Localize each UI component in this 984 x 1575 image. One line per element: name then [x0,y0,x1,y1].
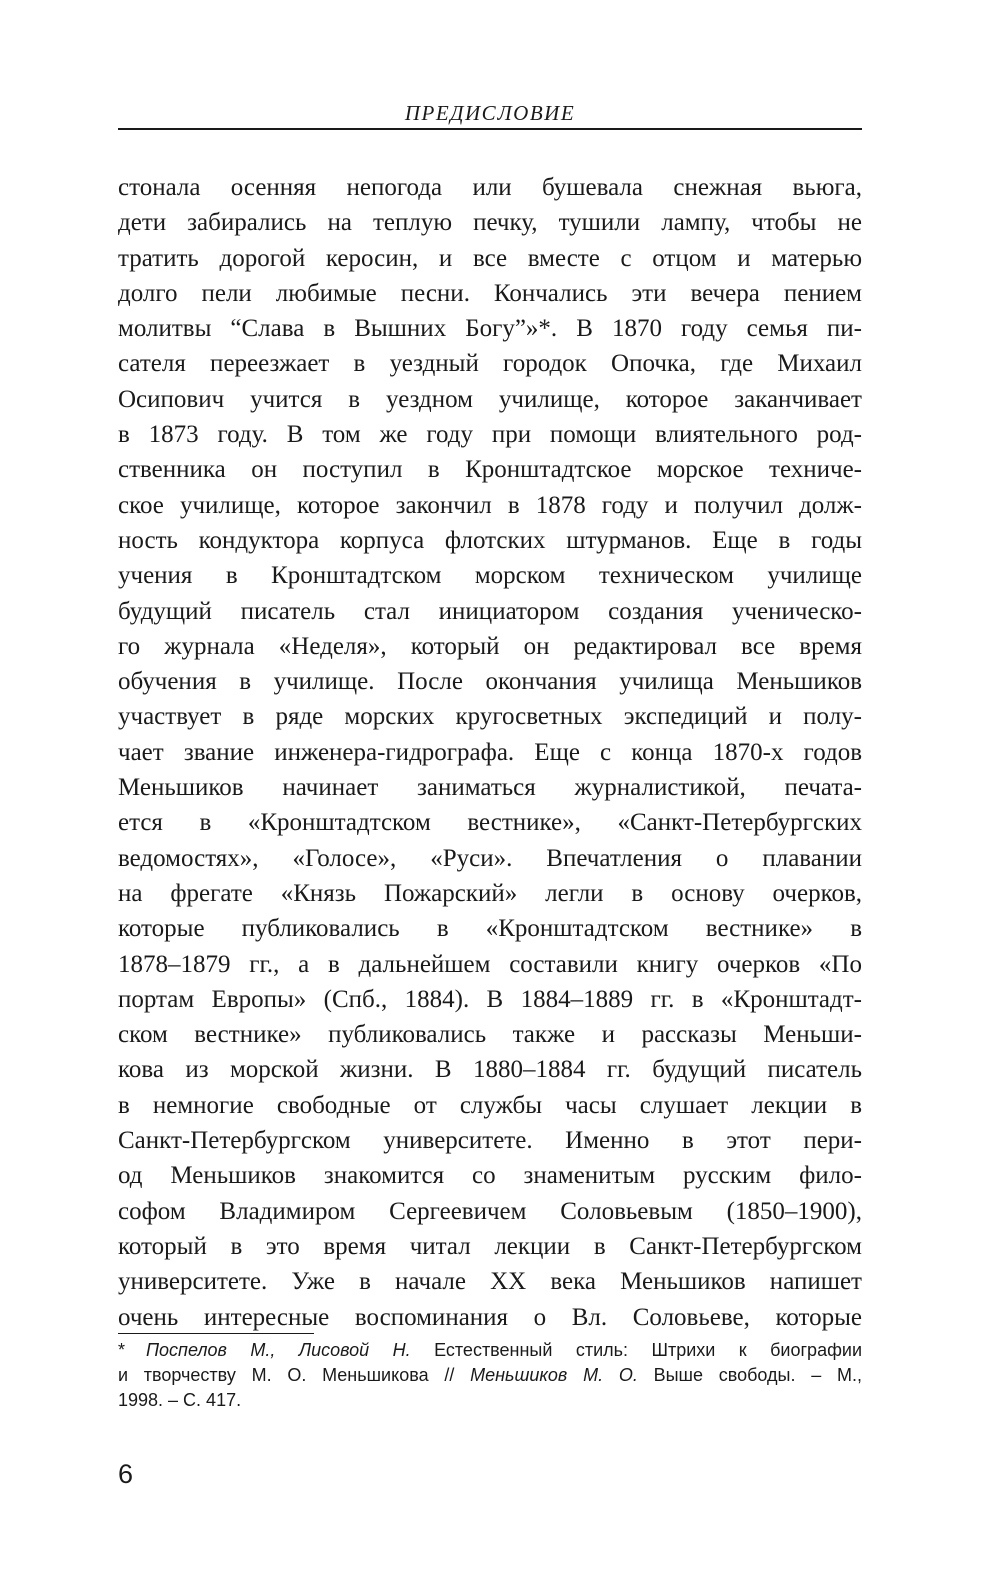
body-line: который в это время читал лекции в Санкт-Петербургском [118,1232,862,1260]
body-line: на фрегате «Князь Пожарский» легли в основу очерков, [118,879,862,907]
footnote-authors: Поспелов М., Лисовой Н. [146,1340,411,1360]
body-line: ском вестнике» публиковались также и рассказы Меньши- [118,1021,862,1049]
body-line: ность кондуктора корпуса флотских штурманов. Еще в годы [118,526,862,554]
body-line: участвует в ряде морских кругосветных экспедиций и полу- [118,703,862,731]
body-line: будущий писатель стал инициатором создания ученическо- [118,597,862,625]
body-line: стонала осенняя непогода или бушевала снежная вьюга, [118,174,862,201]
footnote [118,1338,862,1413]
page-number: 6 [118,1459,134,1489]
body-text [118,170,862,1335]
body-line: Меньшиков начинает заниматься журналистикой, печата- [118,774,862,802]
header-rule [118,128,862,130]
body-line: ется в «Кронштадтском вестнике», «Санкт-Петербургских [118,809,862,837]
body-line: го журнала «Неделя», который он редактировал все время [118,632,862,660]
running-head: ПРЕДИСЛОВИЕ [404,101,576,125]
body-line: чает звание инженера-гидрографа. Еще с конца 1870-х годов [118,738,862,766]
body-line: тратить дорогой керосин, и все вместе с отцом и матерью [118,244,862,272]
footnote-line2-start: и творчеству М. О. Меньшикова // [118,1365,455,1385]
body-line: долго пели любимые песни. Кончались эти вечера пением [118,279,862,307]
footnote-rule [118,1333,314,1334]
body-line: в немногие свободные от службы часы слушает лекции в [118,1091,862,1119]
body-line: Санкт-Петербургском университете. Именно в этот пери- [118,1127,862,1155]
body-line: ственника он поступил в Кронштадтское морское техниче- [118,456,862,484]
body-line: которые публиковались в «Кронштадтском вестнике» в [118,915,862,943]
body-line: од Меньшиков знакомится со знаменитым русским фило- [118,1162,862,1190]
body-line: 1878–1879 гг., а в дальнейшем составили книгу очерков «По [118,950,862,978]
footnote-line [118,1363,862,1388]
body-line: кова из морской жизни. В 1880–1884 гг. будущий писатель [118,1056,862,1084]
footnote-marker: * [118,1340,126,1360]
body-line: обучения в училище. После окончания училища Меньшиков [118,668,862,696]
footnote-line: 1998. – С. 417. [118,1390,242,1410]
body-line: в 1873 году. В том же году при помощи влиятельного род- [118,421,862,449]
body-line: молитвы “Слава в Вышних Богу”»*. В 1870 году семья пи- [118,315,862,343]
footnote-line2-italic: Меньшиков М. О. [454,1365,638,1385]
body-line: учения в Кронштадтском морском техническом училище [118,562,862,590]
body-line: университете. Уже в начале XX века Меньшиков напишет [118,1268,862,1296]
footnote-title: Естественный стиль: Штрихи к биографии [410,1340,862,1360]
footnote-line [118,1338,862,1363]
body-line: Осипович учится в уездном училище, которое заканчивает [118,385,862,413]
body-line: сателя переезжает в уездный городок Опочка, где Михаил [118,350,862,378]
body-line: ведомостях», «Голосе», «Руси». Впечатления о плавании [118,844,862,872]
body-line: портам Европы» (Спб., 1884). В 1884–1889 гг. в «Кронштадт- [118,985,862,1013]
body-line: очень интересные воспоминания о Вл. Соловьеве, которые [118,1303,862,1331]
body-line: софом Владимиром Сергеевичем Соловьевым (1850–1900), [118,1197,862,1225]
body-line: ское училище, которое закончил в 1878 году и получил долж- [118,491,862,519]
body-line: дети забирались на теплую печку, тушили лампу, чтобы не [118,209,862,237]
footnote-line2-end: Выше свободы. – М., [637,1365,862,1385]
